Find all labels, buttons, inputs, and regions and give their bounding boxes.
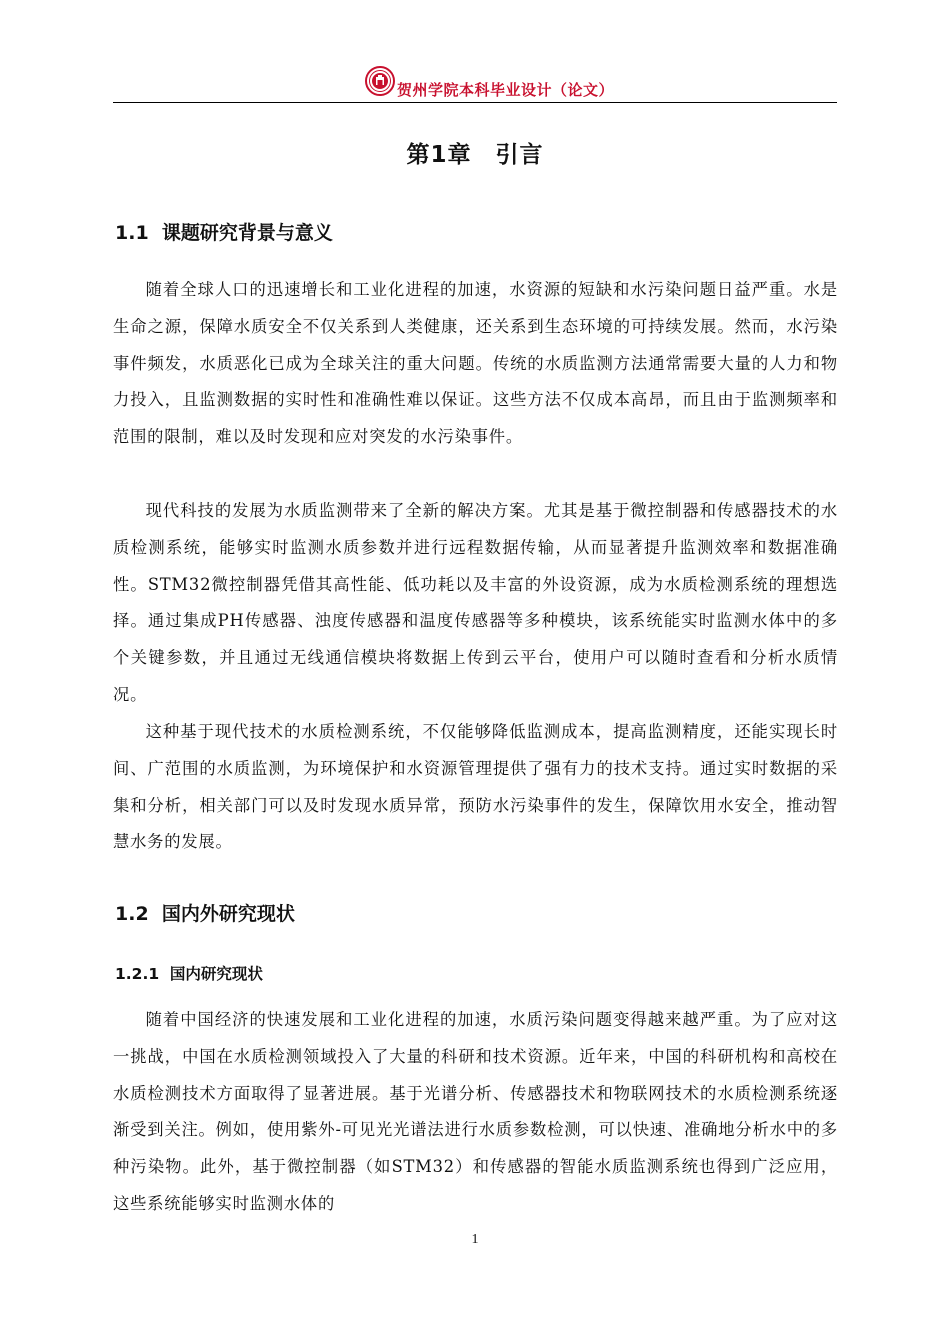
page-number: 1 xyxy=(471,1232,479,1247)
section-heading-1-2: 1.2 国内外研究现状 xyxy=(115,903,295,925)
paragraph-1-1-b: 现代科技的发展为水质监测带来了全新的解决方案。尤其是基于微控制器和传感器技术的水质检测系统，能够实时监测水质参数并进行远程数据传输，从而显著提升监测效率和数据准确性。STM32微控制器凭借其高性能、低功耗以及丰富的外设资源，成为水质检测系统的理想选择。通过集成PH传感器、浊度传感器和温度传感器等多种模块，该系统能实时监测水体中的多个关键参数，并且通过无线通信模块将数据上传到云平台，使用户可以随时查看和分析水质情况。 xyxy=(113,501,838,704)
section-heading-1-1: 1.1 课题研究背景与意义 xyxy=(115,222,333,244)
university-seal-icon xyxy=(365,66,395,96)
paragraph-1-1-c: 这种基于现代技术的水质检测系统，不仅能够降低监测成本，提高监测精度，还能实现长时间、广范围的水质监测，为环境保护和水资源管理提供了强有力的技术支持。通过实时数据的采集和分析，相关部门可以及时发现水质异常，预防水污染事件的发生，保障饮用水安全，推动智慧水务的发展。 xyxy=(113,722,838,852)
header-title: 贺州学院本科毕业设计（论文） xyxy=(397,81,615,99)
running-header xyxy=(113,66,837,104)
subsection-heading-1-2-1: 1.2.1 国内研究现状 xyxy=(115,965,263,983)
chapter-title: 第1章 引言 xyxy=(406,142,544,168)
paragraph-1-2-1-a: 随着中国经济的快速发展和工业化进程的加速，水质污染问题变得越来越严重。为了应对这一挑战，中国在水质检测领域投入了大量的科研和技术资源。近年来，中国的科研机构和高校在水质检测技术方面取得了显著进展。基于光谱分析、传感器技术和物联网技术的水质检测系统逐渐受到关注。例如，使用紫外-可见光光谱法进行水质参数检测，可以快速、准确地分析水中的多种污染物。此外，基于微控制器（如STM32）和传感器的智能水质监测系统也得到广泛应用，这些系统能够实时监测水体的 xyxy=(113,1010,838,1213)
header-divider xyxy=(113,102,837,103)
paragraph-1-1-a: 随着全球人口的迅速增长和工业化进程的加速，水资源的短缺和水污染问题日益严重。水是生命之源，保障水质安全不仅关系到人类健康，还关系到生态环境的可持续发展。然而，水污染事件频发，水质恶化已成为全球关注的重大问题。传统的水质监测方法通常需要大量的人力和物力投入，且监测数据的实时性和准确性难以保证。这些方法不仅成本高昂，而且由于监测频率和范围的限制，难以及时发现和应对突发的水污染事件。 xyxy=(113,280,838,447)
